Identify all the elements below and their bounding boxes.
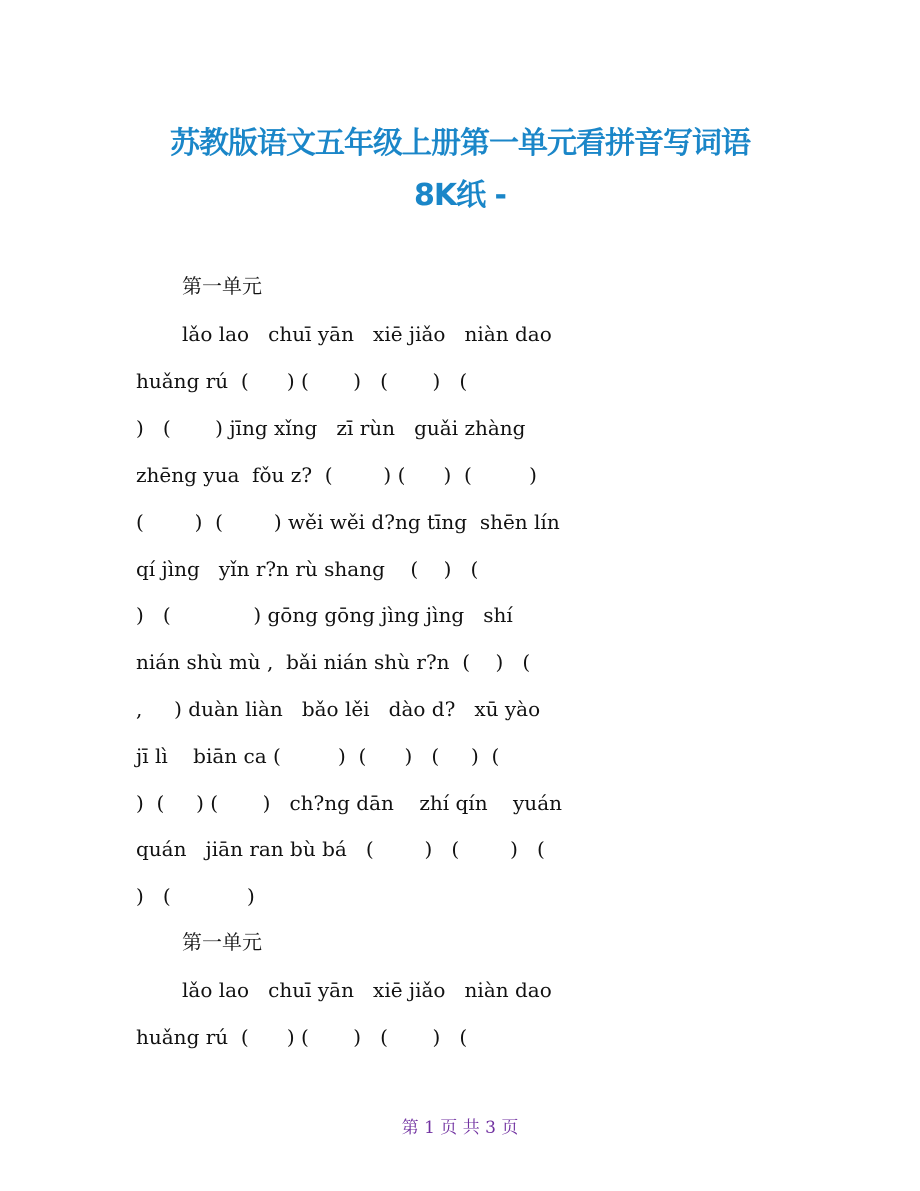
text-line: nián shù mù , bǎi nián shù r?n ( ) ( (136, 650, 531, 674)
text-line: lǎo lao chuī yān xiē jiǎo niàn dao (182, 978, 552, 1002)
text-line: ) ( ) gōng gōng jìng jìng shí (136, 603, 513, 627)
text-line: ) ( ) (136, 884, 255, 908)
text-line: zhēng yua fǒu z? ( ) ( ) ( ) (136, 463, 537, 487)
document-title-line-2: 8K纸 - (413, 178, 507, 213)
document-title-line-1: 苏教版语文五年级上册第一单元看拼音写词语 (170, 126, 750, 161)
text-line: jī lì biān ca ( ) ( ) ( ) ( (136, 744, 500, 768)
page-footer: 第 1 页 共 3 页 (401, 1118, 519, 1138)
text-line: huǎng rú ( ) ( ) ( ) ( (136, 1025, 468, 1049)
text-line: quán jiān ran bù bá ( ) ( ) ( (136, 837, 545, 861)
text-line: ( ) ( ) wěi wěi d?ng tīng shēn lín (136, 510, 560, 534)
text-line: ) ( ) jīng xǐng zī rùn guǎi zhàng (136, 416, 526, 440)
text-line: lǎo lao chuī yān xiē jiǎo niàn dao (182, 322, 552, 346)
text-line: , ) duàn liàn bǎo lěi dào d? xū yào (136, 697, 541, 721)
text-line: huǎng rú ( ) ( ) ( ) ( (136, 369, 468, 393)
text-line: qí jìng yǐn r?n rù shang ( ) ( (136, 557, 479, 581)
section-heading: 第一单元 (182, 274, 262, 298)
text-line: ) ( ) ( ) ch?ng dān zhí qín yuán (136, 791, 562, 815)
section-heading: 第一单元 (182, 930, 262, 954)
